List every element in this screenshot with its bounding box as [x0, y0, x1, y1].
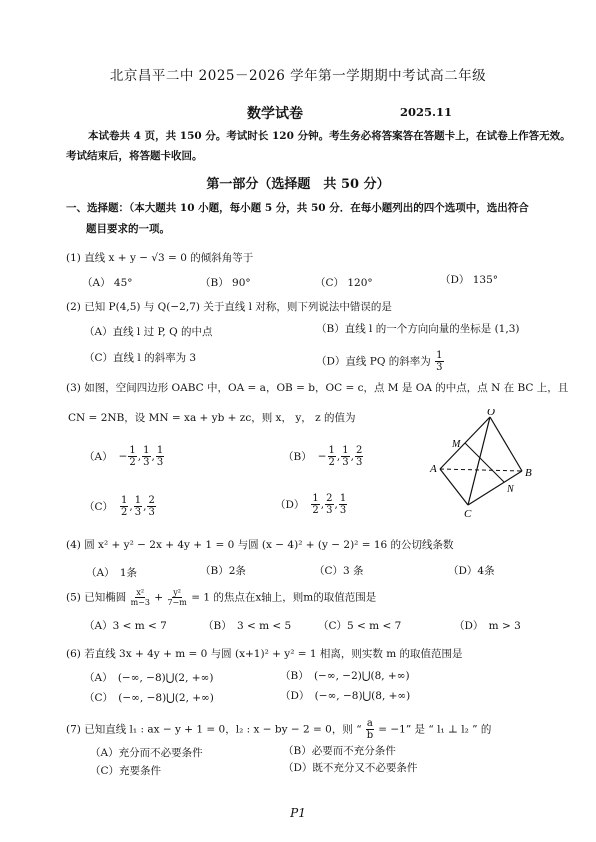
q5-stem	[66, 588, 376, 607]
section-heading-line1: 一、选择题：（本大题共 10 小题，每小题 5 分，共 50 分．在每小题列出的四个选项中，选出符合	[66, 202, 529, 214]
fraction-numerator: y²	[173, 588, 182, 597]
edge-oc	[468, 417, 490, 505]
q1-option-a: （A） 45°	[82, 277, 133, 289]
fraction-numerator: x²	[136, 588, 145, 597]
q5-option-c: （C）5 < m < 7	[318, 620, 402, 632]
comma: ,	[143, 500, 147, 513]
edge-ab	[440, 469, 522, 471]
q6-option-a: （A） (−∞, −8)⋃(2, +∞)	[84, 672, 214, 684]
fraction	[355, 445, 363, 468]
fraction-numerator: 1	[156, 445, 164, 456]
q5-option-a: （A）3 < m < 7	[84, 620, 167, 632]
fraction-numerator: 1	[121, 495, 128, 506]
fraction	[156, 445, 164, 468]
comma: ,	[129, 500, 133, 513]
q7-stem	[66, 718, 491, 741]
fraction	[341, 445, 349, 468]
fraction-numerator: 1	[134, 495, 142, 506]
q5-option-b: （B） 3 < m < 5	[203, 620, 292, 632]
fraction	[328, 445, 336, 468]
option-label: （B）	[283, 450, 312, 463]
q4-option-a: （A） 1条	[86, 567, 138, 579]
fraction	[339, 493, 347, 516]
edge-cb	[468, 471, 522, 505]
fraction-numerator: 1	[312, 493, 319, 504]
q2-option-d-fraction	[435, 350, 443, 373]
label-n: N	[507, 484, 514, 495]
fraction-denominator: 3	[143, 457, 150, 468]
fraction-numerator: 1	[143, 445, 150, 456]
q7-option-d: （D）既不充分又不必要条件	[283, 762, 418, 774]
fraction-numerator: 1	[328, 445, 335, 456]
q2-stem: (2) 已知 P(4,5) 与 Q(−2,7) 关于直线 l 对称，则下列说法中错误的是	[66, 301, 392, 313]
label-b: B	[525, 467, 532, 479]
fraction-numerator: 2	[148, 495, 155, 506]
fraction-denominator: 2	[328, 457, 335, 468]
q7-stem-pre: (7) 已知直线 l₁ : ax − y + 1 = 0，l₂ : x − by − 2 = 0，则 “	[66, 723, 362, 736]
fraction-denominator: 3	[339, 505, 347, 516]
fraction-denominator: 2	[312, 505, 319, 516]
q7-stem-post: = −1” 是 “ l₁ ⊥ l₂ ” 的	[378, 723, 492, 736]
part1-title: 第一部分（选择题 共 50 分）	[206, 177, 390, 192]
exam-title: 北京昌平二中 2025－2026 学年第一学期期中考试高二年级	[109, 68, 487, 84]
fraction	[311, 493, 319, 516]
fraction-denominator: 2	[121, 507, 128, 518]
q4-option-c: （C）3 条	[314, 565, 364, 577]
fraction-numerator: 1	[129, 445, 136, 456]
fraction	[147, 495, 155, 518]
q4-stem: (4) 圆 x² + y² − 2x + 4y + 1 = 0 与圆 (x − 4)² + (y − 2)² = 16 的公切线条数	[66, 539, 454, 551]
exam-subject: 数学试卷	[247, 106, 303, 122]
q1-option-c: （C） 120°	[315, 277, 373, 289]
option-label: （C）	[84, 500, 114, 513]
q2-option-d	[316, 350, 445, 373]
fraction-numerator: 1	[436, 350, 443, 361]
fraction-denominator: 3	[326, 505, 333, 516]
q1-stem: (1) 直线 x + y − √3 = 0 的倾斜角等于	[66, 252, 254, 264]
fraction-denominator: 3	[134, 507, 142, 518]
q3-option-b	[283, 445, 364, 468]
q3-stem-line2: CN = 2NB，设 MN = xa + yb + zc，则 x， y， z 的值为	[68, 412, 356, 424]
minus-sign: −	[317, 450, 327, 463]
q7-option-a: （A）充分而不必要条件	[90, 747, 203, 759]
minus-sign: −	[118, 450, 128, 463]
fraction-denominator: 2	[129, 457, 136, 468]
fraction	[325, 493, 333, 516]
edge-ob	[490, 417, 522, 471]
q2-option-b: （B）直线 l 的一个方向向量的坐标是 (1,3)	[316, 323, 520, 335]
label-o: O	[487, 409, 495, 418]
q7-option-b: （B）必要而不充分条件	[283, 745, 396, 757]
q4-option-d: （D）4条	[448, 565, 495, 577]
fraction-denominator: 3	[148, 507, 155, 518]
plus-sign: +	[154, 591, 164, 604]
q6-option-d: （D） (−∞, −8)⋃(8, +∞)	[280, 690, 411, 702]
q3-option-c	[84, 495, 157, 518]
option-label: （A）	[84, 450, 113, 463]
fraction-numerator: 2	[326, 493, 333, 504]
q3-option-a	[84, 445, 165, 468]
comma: ,	[336, 450, 341, 463]
tetrahedron-figure	[424, 409, 544, 519]
comma: ,	[350, 450, 354, 463]
q5-stem-pre: (5) 已知椭圆	[66, 591, 127, 604]
comma: ,	[137, 450, 142, 463]
q4-option-b: （B）2条	[200, 565, 246, 577]
fraction	[128, 445, 136, 468]
q5-fraction-y	[167, 588, 186, 607]
q1-option-b: （B） 90°	[200, 277, 251, 289]
fraction	[142, 445, 150, 468]
segment-mn	[465, 443, 504, 482]
q1-option-d: （D） 135°	[440, 274, 499, 286]
label-a: A	[430, 463, 437, 475]
comma: ,	[334, 498, 338, 511]
instructions-line2: 考试结束后，将答题卡收回。	[66, 150, 203, 162]
q2-option-d-text: （D）直线 PQ 的斜率为	[316, 355, 431, 368]
fraction-denominator: 3	[436, 362, 443, 373]
fraction-denominator: 3	[342, 457, 349, 468]
fraction-denominator: 3	[355, 457, 363, 468]
page-number: P1	[290, 806, 306, 820]
q3-stem-line1: (3) 如图，空间四边形 OABC 中，OA = a，OB = b，OC = c，点 M 是 OA 的中点，点 N 在 BC 上，且	[66, 382, 569, 394]
fraction	[120, 495, 128, 518]
fraction-numerator: a	[366, 718, 373, 729]
option-label: （D）	[275, 498, 305, 511]
q6-option-c: （C） (−∞, −8)⋃(2, +∞)	[84, 692, 214, 704]
label-c: C	[464, 508, 472, 519]
q6-option-b: （B） (−∞, −2)⋃(8, +∞)	[280, 670, 410, 682]
q2-option-c: （C）直线 l 的斜率为 3	[84, 352, 197, 364]
q6-stem: (6) 若直线 3x + 4y + m = 0 与圆 (x+1)² + y² = 1 相离，则实数 m 的取值范围是	[66, 648, 463, 660]
fraction	[134, 495, 142, 518]
fraction-denominator: m−3	[130, 598, 150, 607]
exam-date: 2025.11	[400, 105, 453, 119]
fraction-numerator: 1	[342, 445, 349, 456]
q3-option-d	[275, 493, 348, 516]
fraction-denominator: 7−m	[167, 598, 187, 607]
label-m: M	[452, 439, 461, 450]
fraction-numerator: 2	[355, 445, 363, 456]
q7-option-c: （C）充要条件	[90, 765, 162, 777]
q5-fraction-x	[131, 588, 150, 607]
q2-option-a: （A）直线 l 过 P, Q 的中点	[84, 326, 213, 338]
instructions-line1: 本试卷共 4 页，共 150 分。考试时长 120 分钟。考生务必将答案答在答题卡上，在试卷上作答无效。	[88, 130, 571, 142]
q5-stem-post: = 1 的焦点在x轴上，则m的取值范围是	[191, 591, 377, 604]
q5-option-d: （D） m > 3	[454, 620, 521, 632]
comma: ,	[320, 498, 325, 511]
fraction-numerator: 1	[339, 493, 347, 504]
section-heading-line2: 题目要求的一项。	[86, 223, 170, 235]
edge-ac	[440, 469, 468, 505]
fraction-denominator: 3	[156, 457, 164, 468]
comma: ,	[151, 450, 155, 463]
q7-fraction	[366, 718, 374, 741]
fraction-denominator: b	[366, 730, 374, 741]
